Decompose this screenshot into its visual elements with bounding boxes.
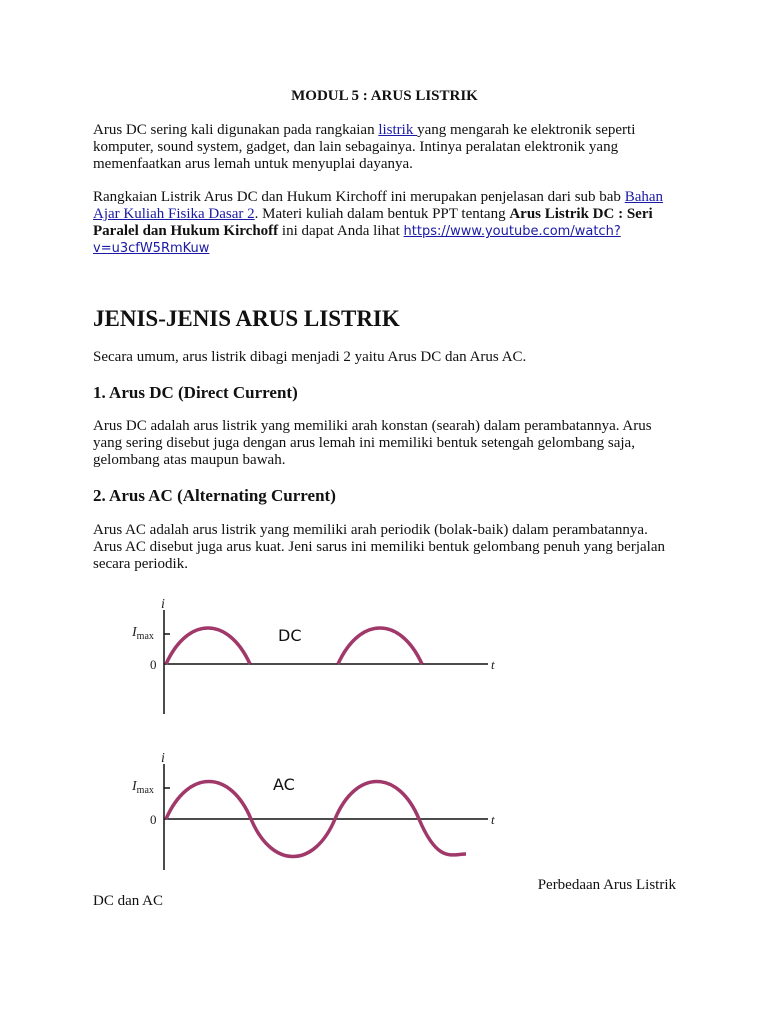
ac-x-axis-label: t: [491, 812, 495, 827]
paragraph-intro: [93, 122, 676, 173]
dc-zero-label: 0: [150, 657, 157, 672]
dc-half-wave-1: [166, 628, 250, 664]
ac-graph: [131, 751, 495, 870]
dc-x-axis-label: t: [491, 657, 495, 672]
ac-label: AC: [273, 775, 295, 794]
figure-caption: Perbedaan Arus Listrik: [537, 877, 676, 893]
ac-paragraph: Arus AC adalah arus listrik yang memiliki arah periodik (bolak-baik) dalam perambatannya. Arus AC disebut juga arus kuat. Jeni sarus ini memiliki bentuk gelombang penuh yang berjalan secara periodik.: [93, 522, 665, 572]
ac-y-axis-label: i: [161, 751, 165, 766]
dc-paragraph: Arus DC adalah arus listrik yang memiliki arah konstan (searah) dalam perambatannya. Arus yang sering disebut juga dengan arus lemah ini memiliki bentuk setengah gelombang saja, gelombang atas maupun bawah.: [93, 418, 652, 468]
ac-zero-label: 0: [150, 812, 157, 827]
dc-y-axis-label: i: [161, 597, 165, 612]
paragraph-summary: Secara umum, arus listrik dibagi menjadi 2 yaitu Arus DC dan Arus AC.: [93, 349, 527, 365]
section-heading: JENIS-JENIS ARUS LISTRIK: [93, 306, 400, 331]
paragraph-kirchoff: [93, 189, 676, 257]
link-bahan-ajar[interactable]: Bahan Ajar Kuliah Fisika Dasar 2: [93, 189, 664, 222]
document-title: MODUL 5 : ARUS LISTRIK: [291, 88, 478, 104]
dc-graph: [131, 597, 495, 714]
ac-heading: 2. Arus AC (Alternating Current): [93, 486, 336, 505]
dc-half-wave-2: [338, 628, 422, 664]
bold-text: Arus Listrik DC : Seri Paralel dan Hukum Kirchoff: [93, 206, 653, 239]
dc-imax-label: $I_{max}$: [132, 625, 154, 642]
text: Rangkaian Listrik Arus DC dan Hukum Kirchoff ini merupakan penjelasan dari sub bab: [93, 189, 625, 205]
link-youtube[interactable]: https://www.youtube.com/watch?v=u3cfW5RmKuw: [93, 224, 621, 256]
dc-ac-waveform-diagram: [130, 592, 510, 874]
dc-heading: 1. Arus DC (Direct Current): [93, 383, 298, 402]
dc-label: DC: [278, 626, 302, 645]
ac-imax-label: $I_{max}$: [132, 779, 154, 796]
text: . Materi kuliah dalam bentuk PPT tentang: [254, 206, 510, 222]
text: Arus DC sering kali digunakan pada rangkaian: [93, 122, 379, 138]
text: ini dapat Anda lihat: [278, 223, 404, 239]
text: yang mengarah ke elektronik seperti komputer, sound system, gadget, dan lain sebagainya. Intinya peralatan elektronik yang memenfaatkan arus lemah untuk menyuplai dayanya.: [93, 122, 636, 172]
figure-caption-continued: DC dan AC: [93, 893, 164, 909]
link-listrik[interactable]: listrik: [378, 122, 418, 138]
